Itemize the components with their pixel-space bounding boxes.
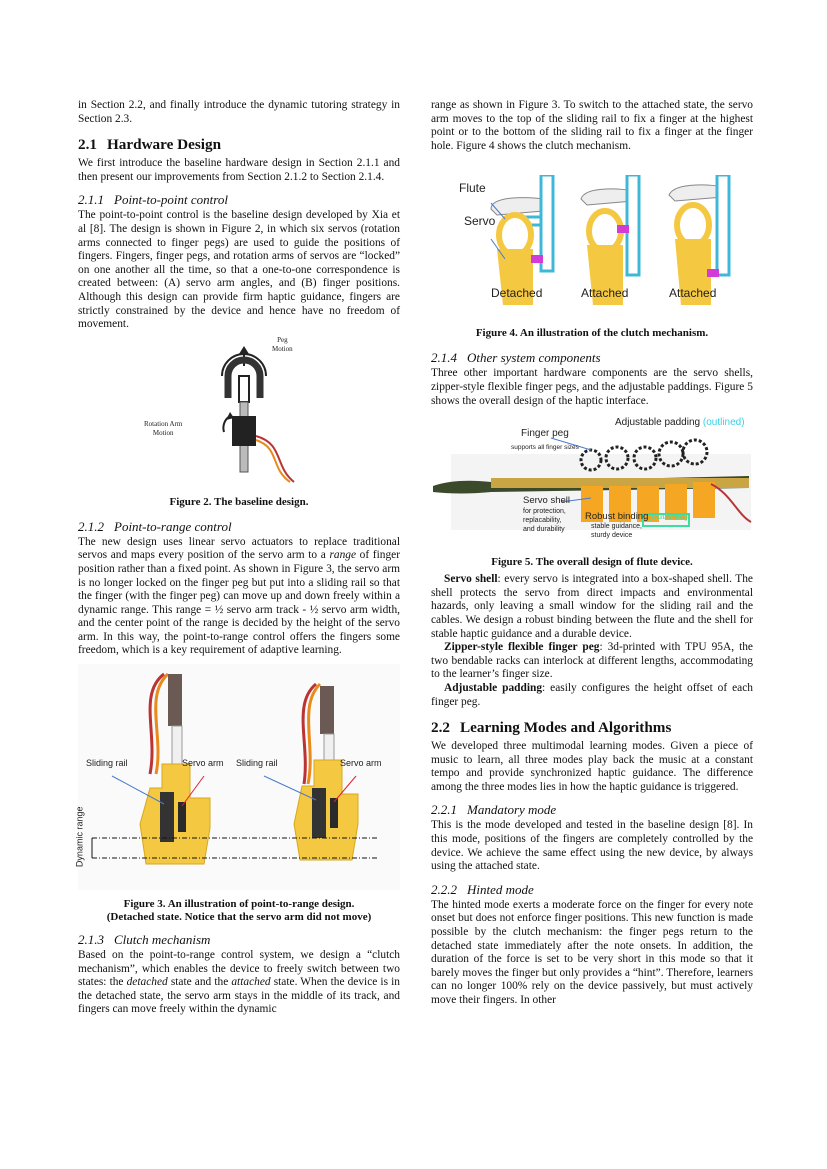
fig4-attached-label-1: Attached [581,286,629,301]
figure-5-caption: Figure 5. The overall design of flute device. [491,556,693,569]
section-2-1-3-heading: 2.1.3 Clutch mechanism [78,932,211,948]
fig5-supports: supports all finger sizes [511,444,579,452]
section-2-1-2-text: The new design uses linear servo actuators to replace traditional servos and maps every position of the servo arm to a range of finger position rather than a fixed point. As shown in Figure 3, the servo arm is no longer locked on the finger peg but put into a sliding rail so that the finger (with the finger peg) can move up and down freely within a dynamic range. This range = ½ servo arm track - ½ servo arm width, and the center point of the range is decided by the height of the servo arm. In this way, the point-to-range control offers the fingers some freedom, which is a key requirement of adaptive learning. [78,535,400,657]
fig5-robust-binding: Robust binding(outlined) [585,511,688,523]
fig3-servo-arm-right: Servo arm [340,758,382,769]
section-2-2-heading: 2.2 Learning Modes and Algorithms [431,719,672,737]
section-2-1-4-heading: 2.1.4 Other system components [431,350,601,366]
fig2-rotation-label: Rotation Arm Motion [144,419,183,437]
section-2-1-1-heading: 2.1.1 Point-to-point control [78,192,228,208]
fig4-detached-label: Detached [491,286,543,301]
fig4-flute-label: Flute [459,181,486,196]
intro-paragraph: in Section 2.2, and finally introduce the dynamic tutoring strategy in Section 2.3. [78,99,400,125]
servo-shell-paragraph: Servo shell: every servo is integrated into a box-shaped shell. The shell protects the servo from direct impacts and environmental hazards, only leaving a small window for the sliding rail and the cables. We design a robust binding between the flute and the shell for stable haptic guidance and a durable device. [431,573,753,640]
figure-4 [431,175,753,327]
figure-3-caption: Figure 3. An illustration of point-to-range design. (Detached state. Notice that the servo arm did not move) [106,898,372,924]
figure-2 [144,336,334,484]
figure-3 [74,664,400,890]
right-column [431,99,753,1008]
left-column [74,99,400,1017]
section-2-2-1-text: This is the mode developed and tested in the baseline design [8]. In this mode, positions of the fingers are completely controlled by the device. We achieve the same effect using the new device, by always using the attached state. [431,819,753,873]
section-2-2-2-text: The hinted mode exerts a moderate force on the finger for every note onset but does not enforce finger positions. This new function is made possible by the clutch mechanism: the finger pegs return to the detached state immediately after the note onsets. In addition, the duration of the force is set to be very short in this mode so that it barely moves the finger but only provides a “hint”. Therefore, learners can no longer 100% rely on the device passively, but must actively move their fingers. In other [431,898,753,1006]
section-2-2-2-heading: 2.2.2 Hinted mode [431,881,534,897]
figure-2-caption: Figure 2. The baseline design. [169,495,309,508]
figure-4-caption: Figure 4. An illustration of the clutch mechanism. [475,327,709,340]
clutch-mechanism-illustration [431,175,753,327]
section-2-1-2-heading: 2.1.2 Point-to-range control [78,518,232,534]
baseline-design-illustration [144,336,334,484]
section-2-1-text: We first introduce the baseline hardware design in Section 2.1.1 and then present our improvements from Section 2.1.2 to Section 2.1.4. [78,157,400,183]
fig5-servo-shell: Servo shell [523,495,570,507]
section-2-1-heading: 2.1 Hardware Design [78,136,222,154]
fig5-adjustable-padding: Adjustable padding (outlined) [615,417,745,429]
fig2-peg-label: Peg Motion [272,335,293,353]
fig3-servo-arm-left: Servo arm [182,758,224,769]
fig3-dynamic-range: Dynamic range [74,806,85,868]
fig4-attached-label-2: Attached [669,286,717,301]
section-2-2-1-heading: 2.2.1 Mandatory mode [431,802,557,818]
fig5-robust-desc: stable guidance, sturdy device [591,523,642,540]
fig3-sliding-rail-left: Sliding rail [86,758,128,769]
zipper-peg-paragraph: Zipper-style flexible finger peg: 3d-printed with TPU 95A, the two bendable racks can interlock at different lengths, accommodating to the learner’s finger size. [431,641,753,681]
section-2-2-text: We developed three multimodal learning modes. Given a piece of music to learn, all three modes play back the music at a constant tempo and provide synchronized haptic guidance. The difference among the three modes lies in how the haptic guidance is triggered. [431,740,753,793]
fig5-finger-peg: Finger peg [521,428,569,440]
section-2-1-4-text: Three other important hardware components are the servo shells, zipper-style flexible finger pegs, and the adjustable paddings. Figure 5 shows the overall design of the haptic interface. [431,367,753,407]
continued-paragraph: range as shown in Figure 3. To switch to the attached state, the servo arm moves to the top of the sliding rail to fix a finger at the highest point or to the bottom of the sliding rail to fix a finger at the finger hole. Figure 4 shows the clutch mechanism. [431,99,753,152]
fig3-sliding-rail-right: Sliding rail [236,758,278,769]
fig4-servo-label: Servo [464,214,496,229]
section-2-1-1-text: The point-to-point control is the baseline design developed by Xia et al [8]. The design is shown in Figure 2, in which six servos (rotation arms connected to finger pegs) are used to guide the positions of fingers. Fingers, finger pegs, and rotation arms of servos are “locked” on one another all the time, so that a one-to-one correspondence is created between: (A) servo arm angles, and (B) finger positions. Although this design can provide firm haptic guidance, fingers are strictly constrained by the device and hence have no freedom of movement. [78,209,400,331]
point-to-range-illustration [78,664,400,890]
fig5-shell-desc: for protection, replacability, and durability [523,508,566,534]
section-2-1-3-text: Based on the point-to-range control system, we design a “clutch mechanism”, which enables the device to freely switch between two states: the detached state and the attached state. When the device is in the detached state, the servo arm stays in the middle of its track, and fingers can move freely within the dynamic [78,949,400,1016]
adjustable-padding-paragraph: Adjustable padding: easily configures the height offset of each finger peg. [431,681,753,708]
figure-5 [431,414,753,548]
